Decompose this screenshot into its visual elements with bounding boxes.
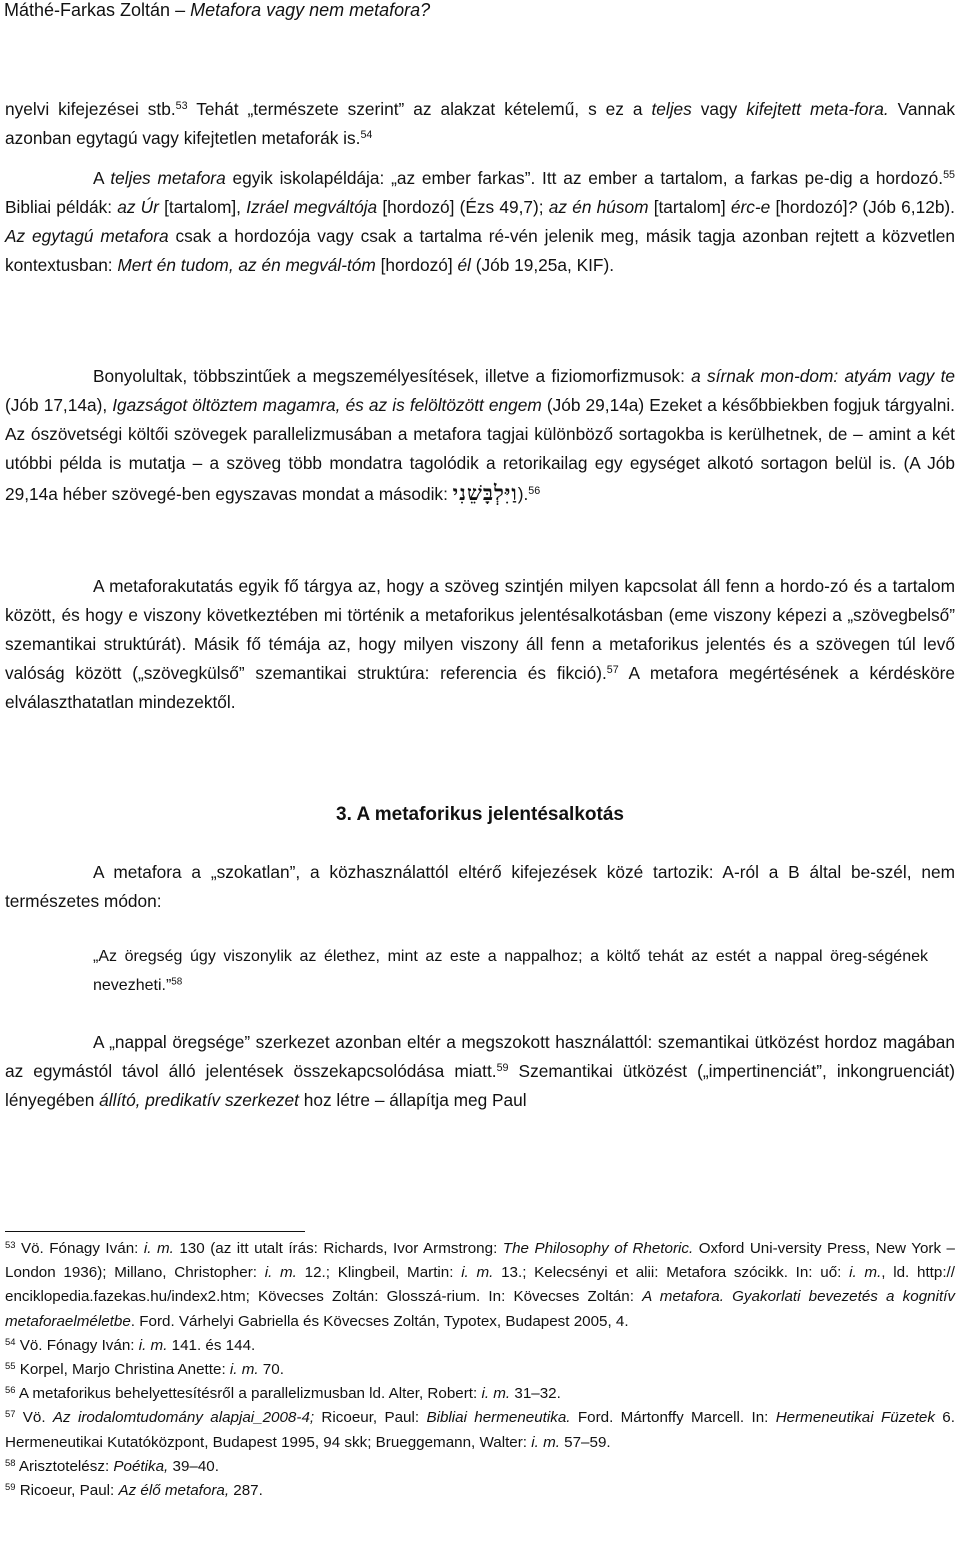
footnote-ref[interactable]: 59 xyxy=(496,1062,509,1075)
text: Arisztotelész: xyxy=(15,1457,114,1475)
text: A metafora megértésének a kérdésköre elválaszthatatlan mindezektől. xyxy=(5,663,956,712)
text: Ricoeur, Paul: xyxy=(15,1482,119,1500)
footnote-ref[interactable]: 57 xyxy=(606,664,619,677)
footnote-number: 53 xyxy=(5,1238,16,1250)
hebrew-word: וַיִּלְבָּשֵׁנִי xyxy=(452,480,518,505)
footnote-59 xyxy=(5,1479,955,1503)
text: vagy xyxy=(691,99,747,119)
text: Vannak azonban egytagú vagy kifejtetlen metaforák is. xyxy=(5,99,955,148)
emphasis: Izráel megváltója xyxy=(246,197,378,217)
footnote-ref[interactable]: 53 xyxy=(175,100,188,113)
text: Vö. xyxy=(15,1409,53,1427)
footnote-58 xyxy=(5,1455,955,1479)
text: 70. xyxy=(258,1361,284,1379)
footnote-56 xyxy=(5,1382,955,1406)
footnotes xyxy=(5,1237,955,1503)
emphasis: i. m. xyxy=(143,1240,174,1257)
header-author: Máthé-Farkas Zoltán xyxy=(4,0,171,20)
text: csak a hordozója vagy csak a tartalma ré-vén jelenik meg, másik tagja azonban rejtett a közvetlen kontextusban: xyxy=(5,226,955,275)
emphasis: Igazságot öltöztem magamra, és az is felöltözött engem xyxy=(112,395,542,415)
emphasis: Hermeneutikai Füzetek xyxy=(775,1409,935,1427)
text: Ricoeur, Paul: xyxy=(314,1409,427,1427)
footnote-57 xyxy=(5,1406,955,1454)
footnote-ref[interactable]: 56 xyxy=(528,485,541,498)
text: , ld. http:// enciklopedia.fazekas.hu/index2.htm; Kövecses Zoltán: Glosszá-rium. In: Kövecses Zoltán: xyxy=(5,1264,955,1306)
emphasis: a sírnak mon-dom: atyám vagy te xyxy=(691,366,955,386)
footnote-55 xyxy=(5,1358,955,1382)
emphasis: i. m. xyxy=(531,1433,560,1451)
emphasis: Az egytagú metafora xyxy=(5,226,169,246)
text: egyik iskolapéldája: „az ember farkas”. Itt az ember a tartalom, a farkas pe-dig a hordozó. xyxy=(225,168,944,188)
emphasis: teljes metafora xyxy=(110,168,226,188)
footnote-number: 57 xyxy=(5,1408,16,1420)
text: (Jób 29,14a) Ezeket a későbbiekben fogjuk tárgyalni. Az ószövetségi költői szövegek parallelizmusában a metafora tagjai különböző sortagokba is kerülhetnek, de – amint a két utóbbi példa is mutatja – a szöveg több mondatra tagolódik a retorikailag egy egységet alkotó sortagon belül is. (A Jób 29,14a héber szövegé-ben egyszavas mondat a második: xyxy=(5,395,955,504)
footnote-ref[interactable]: 54 xyxy=(360,129,373,142)
text: Korpel, Marjo Christina Anette: xyxy=(15,1361,230,1379)
header-separator: – xyxy=(170,0,191,20)
text: [tartalom] xyxy=(648,197,731,217)
text: nyelvi kifejezései stb. xyxy=(5,99,176,119)
emphasis: az én húsom xyxy=(548,197,649,217)
emphasis: The Philosophy of Rhetoric. xyxy=(502,1240,694,1257)
block-quote xyxy=(93,942,928,1000)
text: 31–32. xyxy=(510,1385,561,1403)
paragraph-3 xyxy=(5,362,955,509)
text: Szemantikai ütközést („impertinenciát”, inkongruenciát) lényegében xyxy=(5,1061,955,1110)
emphasis: Az irodalomtudomány alapjai_2008-4; xyxy=(52,1409,315,1427)
emphasis: állító, predikatív szerkezet xyxy=(99,1090,299,1110)
emphasis: él xyxy=(457,255,471,275)
text: A „nappal öregsége” szerkezet azonban eltér a megszokott használattól: szemantikai ütközést hordoz magában az egymástól távol álló jelentések összekapcsolódása miatt. xyxy=(5,1032,955,1081)
paragraph-6 xyxy=(5,1028,955,1115)
emphasis: Bibliai hermeneutika. xyxy=(426,1409,571,1427)
text: A metaforakutatás egyik fő tárgya az, hogy a szöveg szintjén milyen kapcsolat áll fenn a hordo-zó és a tartalom között, és hogy e viszony következtében mi történik a metaforikus jelentésalkotásban (eme viszony képezi a „szövegbelső” szemantikai struktúrát). Másik fő témája az, hogy milyen viszony áll fenn a metaforikus jelentés és a szövegen túl levő valóság között („szövegkülső” szemantikai struktúra: referencia és fikció). xyxy=(5,576,955,683)
footnote-53 xyxy=(5,1237,955,1334)
text: 130 (az itt utalt írás: Richards, Ivor Armstrong: xyxy=(173,1240,503,1257)
emphasis: ? xyxy=(847,197,858,217)
emphasis: i. m. xyxy=(461,1264,494,1282)
emphasis: Az élő metafora, xyxy=(118,1482,230,1500)
paragraph-2 xyxy=(5,164,955,280)
emphasis: érc-e xyxy=(730,197,771,217)
text: Ford. Mártonffy Marcell. In: xyxy=(570,1409,776,1427)
emphasis: teljes xyxy=(651,99,692,119)
paragraph-1 xyxy=(5,95,955,153)
text: 57–59. xyxy=(559,1433,611,1451)
emphasis: i. m. xyxy=(138,1336,168,1354)
text: 12.; Klingbeil, Martin: xyxy=(296,1264,462,1282)
emphasis: i. m. xyxy=(481,1385,511,1403)
footnote-ref[interactable]: 58 xyxy=(171,976,183,988)
text: 6. Hermeneutikai Kutatóközpont, Budapest 1995, 94 skk; Brueggemann, Walter: xyxy=(5,1409,955,1451)
text: (Jób 6,12b). xyxy=(857,197,955,217)
footnote-number: 54 xyxy=(5,1335,16,1347)
footnote-number: 58 xyxy=(5,1456,16,1468)
quote-text: „Az öregség úgy viszonylik az élethez, mint az este a nappalhoz; a költő tehát az estét a nappal öreg-ségének nevezheti.” xyxy=(93,948,928,994)
text: 13.; Kelecsényi et alii: Metafora szócikk. In: uő: xyxy=(493,1264,850,1282)
paragraph-5: A metafora a „szokatlan”, a közhasználattól eltérő kifejezések közé tartozik: A-ról a B által be-szél, nem természetes módon: xyxy=(5,862,955,911)
footnote-54 xyxy=(5,1334,955,1358)
footnote-number: 56 xyxy=(5,1384,16,1396)
text: Bibliai példák: xyxy=(5,197,118,217)
text: A xyxy=(93,168,111,188)
text: Tehát „természete szerint” az alakzat kételemű, s ez a xyxy=(187,99,652,119)
text: Vö. Fónagy Iván: xyxy=(15,1336,139,1354)
emphasis: i. m. xyxy=(229,1361,259,1379)
emphasis: i. m. xyxy=(849,1264,882,1282)
header-title: Metafora vagy nem metafora? xyxy=(190,0,431,20)
text: 287. xyxy=(229,1482,263,1500)
text: (Jób 19,25a, KIF). xyxy=(470,255,615,275)
text: [hordozó] xyxy=(770,197,848,217)
footnote-number: 59 xyxy=(5,1480,16,1492)
text: (Jób 17,14a), xyxy=(5,395,113,415)
text: . Ford. Várhelyi Gabriella és Kövecses Zoltán, Typotex, Budapest 2005, 4. xyxy=(130,1312,629,1330)
text: 39–40. xyxy=(168,1457,219,1475)
section-heading: 3. A metaforikus jelentésalkotás xyxy=(336,804,624,825)
emphasis: Poétika, xyxy=(113,1457,169,1475)
emphasis: az Úr xyxy=(117,197,159,217)
emphasis: i. m. xyxy=(264,1264,297,1282)
text: A metaforikus behelyettesítésről a parallelizmusban ld. Alter, Robert: xyxy=(15,1385,482,1403)
text: [hordozó] (Ézs 49,7); xyxy=(377,197,549,217)
emphasis: kifejtett meta-fora. xyxy=(746,99,889,119)
footnote-ref[interactable]: 55 xyxy=(943,169,956,182)
text: [tartalom], xyxy=(158,197,247,217)
text: Bonyolultak, többszintűek a megszemélyesítések, illetve a fiziomorfizmusok: xyxy=(93,366,692,386)
paragraph-4 xyxy=(5,572,955,717)
text: ). xyxy=(517,484,529,504)
footnote-divider xyxy=(5,1231,305,1232)
text: Vö. Fónagy Iván: xyxy=(15,1240,144,1257)
text: 141. és 144. xyxy=(167,1336,256,1354)
running-header xyxy=(4,0,430,22)
text: hoz létre – állapítja meg Paul xyxy=(298,1090,527,1110)
footnote-number: 55 xyxy=(5,1359,16,1371)
text: [hordozó] xyxy=(375,255,458,275)
emphasis: Mert én tudom, az én megvál-tóm xyxy=(117,255,376,275)
emphasis: A metafora. Gyakorlati bevezetés a kognitív metaforaelméletbe xyxy=(5,1288,955,1330)
text: Oxford Uni-versity Press, New York – London 1936); Millano, Christopher: xyxy=(5,1240,955,1282)
